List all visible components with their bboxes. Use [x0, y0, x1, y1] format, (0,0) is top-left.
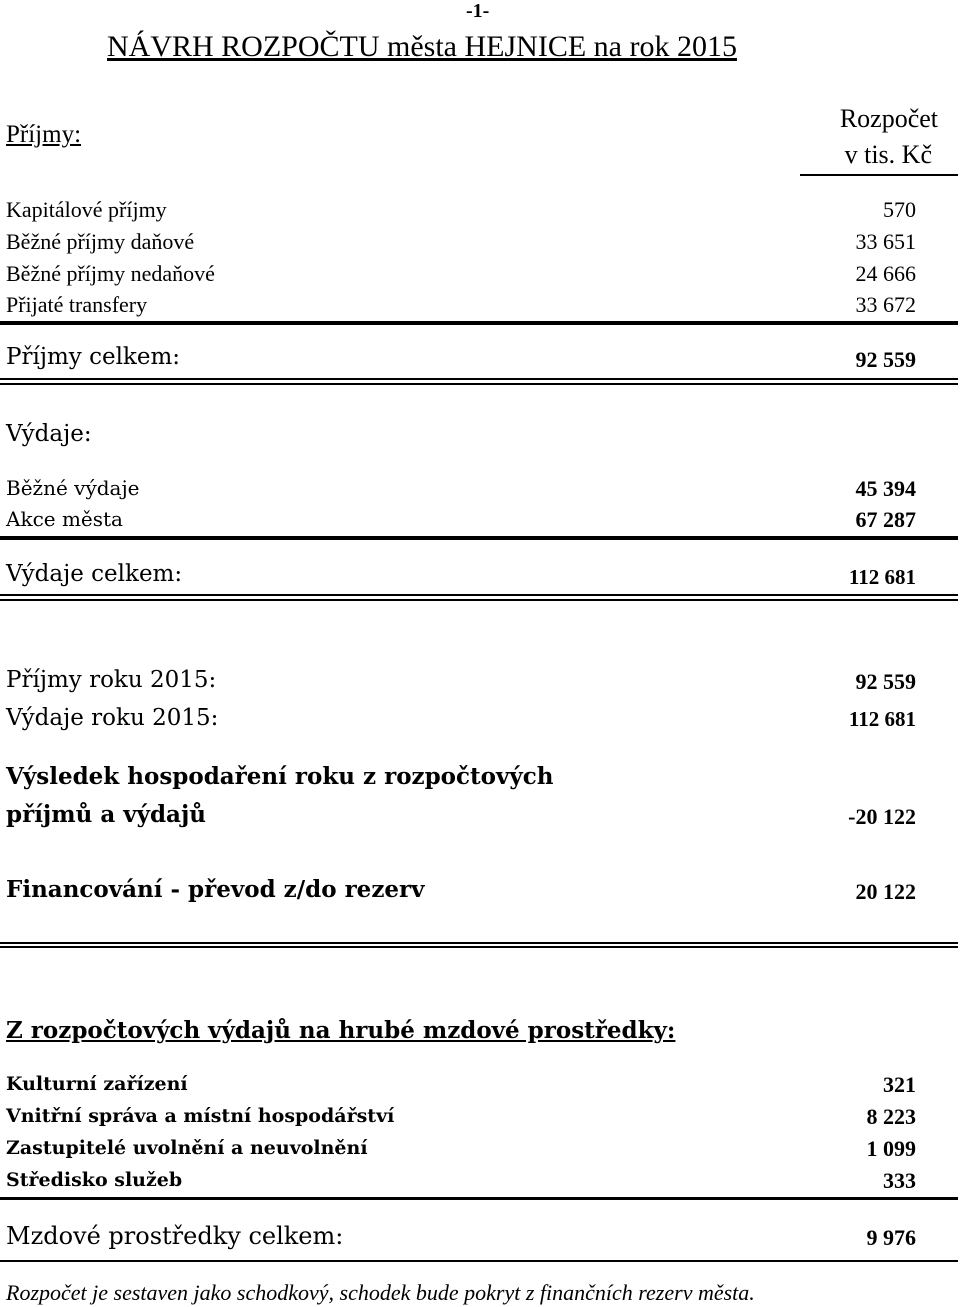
page-title: NÁVRH ROZPOČTU města HEJNICE na rok 2015: [107, 30, 737, 63]
income-item-label: Přijaté transfery: [6, 292, 148, 317]
expense-total-label: Výdaje celkem:: [6, 561, 183, 587]
expense-divider: [0, 536, 958, 540]
financing-label: Financování - převod z/do rezerv: [6, 876, 425, 903]
summary-income-label: Příjmy roku 2015:: [6, 667, 217, 693]
wages-item-value: 333: [883, 1168, 916, 1193]
income-item-label: Běžné příjmy nedaňové: [6, 261, 215, 286]
summary-rule-2: [0, 946, 958, 948]
expense-item-value: 67 287: [855, 507, 916, 532]
wages-total-value: 9 976: [866, 1225, 916, 1250]
income-total-label: Příjmy celkem:: [6, 344, 181, 370]
wages-total-label: Mzdové prostředky celkem:: [6, 1222, 344, 1250]
summary-rule-1: [0, 942, 958, 944]
expense-item-label: Běžné výdaje: [6, 476, 140, 500]
wages-heading: Z rozpočtových výdajů na hrubé mzdové prostředky:: [6, 1017, 676, 1044]
income-divider: [0, 321, 958, 325]
summary-expense-value: 112 681: [848, 707, 916, 731]
wages-item-label: Středisko služeb: [6, 1169, 183, 1191]
wages-divider: [0, 1197, 958, 1200]
income-item-value: 24 666: [855, 261, 916, 286]
column-header-line1: Rozpočet: [839, 104, 938, 133]
expense-item-label: Akce města: [6, 507, 123, 531]
result-value: -20 122: [848, 804, 916, 829]
financing-value: 20 122: [855, 879, 916, 904]
income-item-value: 33 672: [855, 292, 916, 317]
expense-item-value: 45 394: [855, 476, 916, 501]
wages-item-label: Vnitřní správa a místní hospodářství: [6, 1105, 395, 1127]
column-header-line2: v tis. Kč: [844, 140, 932, 169]
expense-total-rule-2: [0, 599, 958, 601]
income-heading: Příjmy:: [6, 121, 82, 148]
income-item-label: Kapitálové příjmy: [6, 197, 167, 222]
expense-total-rule-1: [0, 594, 958, 596]
footnote: Rozpočet je sestaven jako schodkový, schodek bude pokryt z finančních rezerv města.: [6, 1280, 755, 1305]
income-item-value: 570: [883, 197, 916, 222]
expense-heading: Výdaje:: [6, 421, 92, 447]
income-total-rule-2: [0, 383, 958, 385]
result-label-line1: Výsledek hospodaření roku z rozpočtových: [6, 763, 554, 790]
income-item-value: 33 651: [855, 229, 916, 254]
summary-expense-label: Výdaje roku 2015:: [6, 705, 219, 731]
income-item-label: Běžné příjmy daňové: [6, 229, 195, 254]
income-total-rule-1: [0, 378, 958, 380]
result-label-line2: příjmů a výdajů: [6, 801, 206, 828]
wages-item-value: 1 099: [866, 1136, 916, 1161]
expense-total-value: 112 681: [848, 565, 916, 589]
page-number: -1-: [466, 0, 490, 22]
income-total-value: 92 559: [855, 347, 916, 372]
wages-item-label: Zastupitelé uvolnění a neuvolnění: [6, 1137, 368, 1159]
wages-item-value: 8 223: [866, 1104, 916, 1129]
wages-item-label: Kulturní zařízení: [6, 1073, 188, 1095]
wages-total-rule: [0, 1260, 958, 1262]
column-header-underline: [800, 174, 958, 176]
summary-income-value: 92 559: [855, 669, 916, 694]
wages-item-value: 321: [883, 1072, 916, 1097]
